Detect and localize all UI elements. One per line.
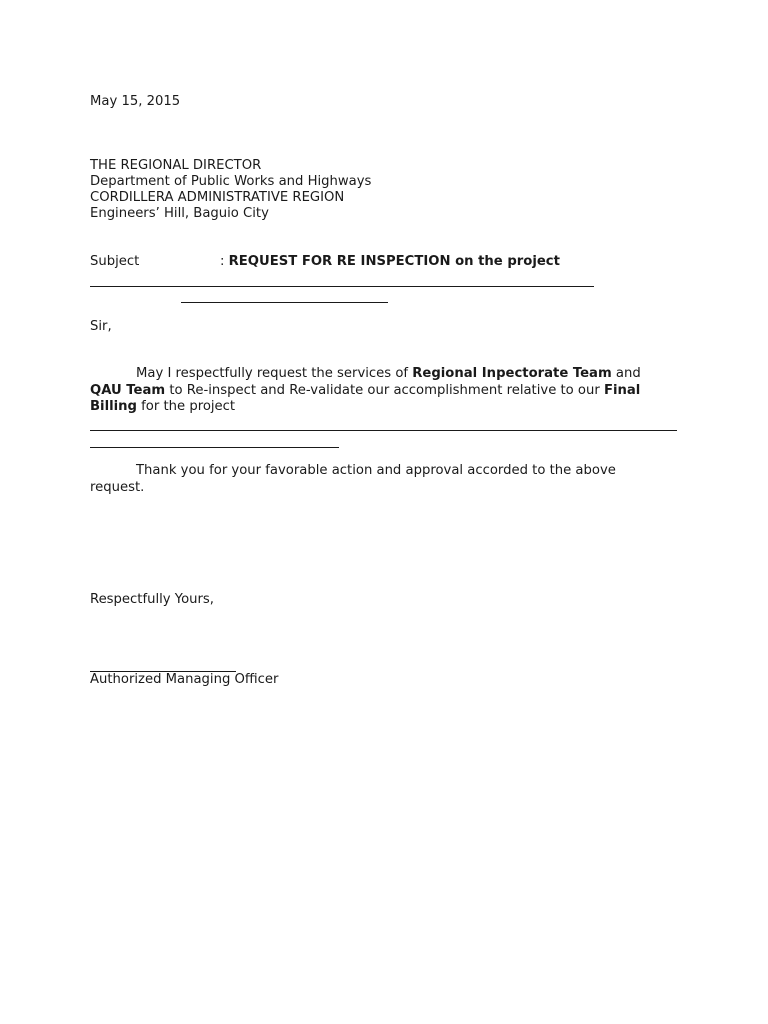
thanks-paragraph	[90, 463, 680, 496]
team-name: QAU Team	[90, 382, 166, 398]
recipient-title: THE REGIONAL DIRECTOR	[90, 158, 262, 173]
project-blank-line-2	[90, 447, 339, 448]
closing: Respectfully Yours,	[90, 592, 214, 607]
recipient-department: Department of Public Works and Highways	[90, 174, 372, 189]
salutation: Sir,	[90, 319, 112, 334]
request-paragraph-line	[90, 366, 680, 383]
subject-separator: :	[220, 254, 229, 269]
subject-label: Subject	[90, 254, 140, 269]
billing-term: Billing	[90, 399, 137, 414]
request-paragraph-line	[90, 399, 680, 416]
recipient-region: CORDILLERA ADMINISTRATIVE REGION	[90, 190, 345, 205]
request-paragraph-line	[90, 383, 680, 400]
project-name-blank-line-2	[181, 302, 388, 303]
billing-term: Final	[603, 382, 641, 398]
request-text: to Re-inspect and Re-validate our accomplishment relative to our	[165, 382, 604, 398]
thanks-line-2: request.	[90, 479, 145, 495]
team-name: Regional Inpectorate Team	[412, 366, 612, 381]
signer-title: Authorized Managing Officer	[90, 672, 279, 687]
project-blank-line-1	[90, 430, 677, 431]
recipient-address	[90, 158, 371, 222]
project-name-blank-line-1	[90, 286, 594, 287]
request-text: May I respectfully request the services of	[136, 366, 413, 381]
request-paragraph	[90, 366, 680, 416]
request-text: for the project	[136, 399, 236, 414]
subject-line	[220, 254, 560, 271]
thanks-line-1: Thank you for your favorable action and approval accorded to the above	[136, 463, 616, 478]
recipient-location: Engineers’ Hill, Baguio City	[90, 206, 269, 221]
request-text: and	[611, 366, 641, 381]
letter-date: May 15, 2015	[90, 94, 181, 109]
subject-value: REQUEST FOR RE INSPECTION on the project	[228, 254, 560, 269]
